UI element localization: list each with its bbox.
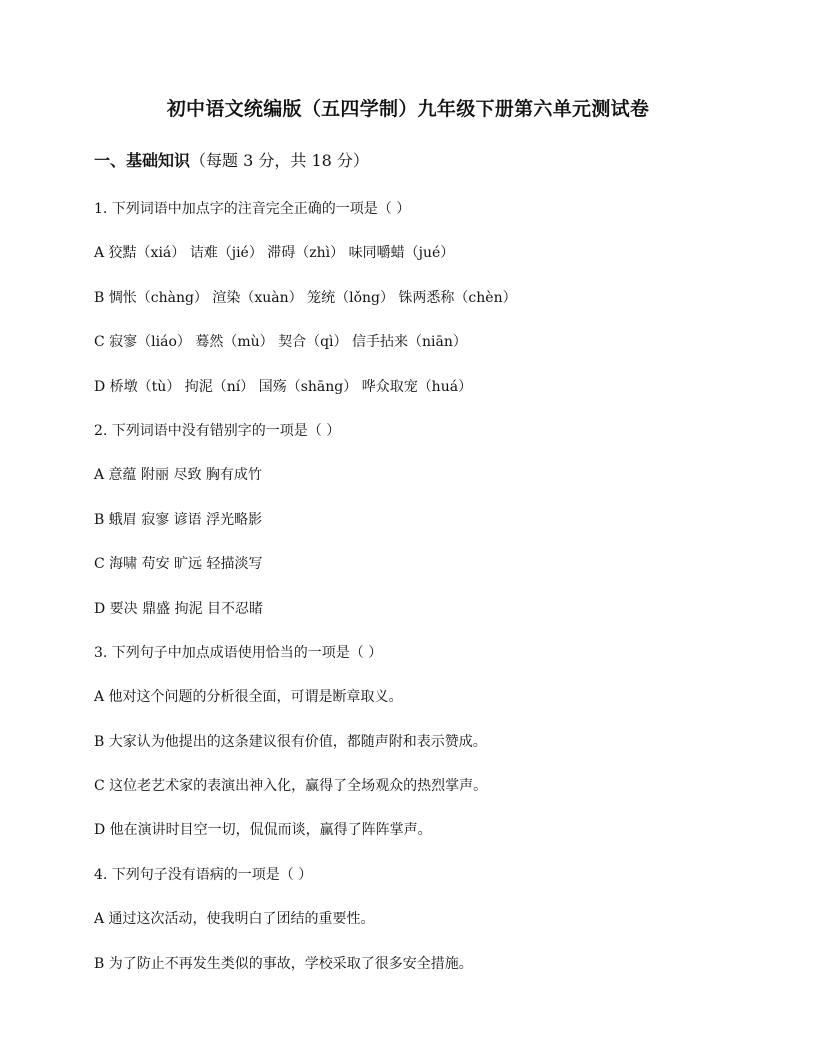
question-list (94, 198, 734, 997)
section-title: 一、基础知识 (94, 151, 191, 170)
section-score-note: （每题 3 分，共 18 分） (190, 151, 369, 170)
question-3-option-b: B 大家认为他提出的这条建议很有价值，都随声附和表示赞成。 (94, 733, 487, 750)
question-1-option-d: D 桥墩（tù） 拘泥（ní） 国殇（shāng） 哗众取宠（huá） (94, 378, 473, 395)
question-1-stem: 1. 下列词语中加点字的注音完全正确的一项是（ ） (94, 201, 411, 217)
question-3-option-c: C 这位老艺术家的表演出神入化，赢得了全场观众的热烈掌声。 (94, 778, 488, 795)
question-1-option-a: A 狡黠（xiá） 诘难（jié） 滞碍（zhì） 味同嚼蜡（jué） (94, 245, 455, 262)
question-2-option-b: B 蛾眉 寂寥 谚语 浮光略影 (94, 511, 263, 528)
question-2-option-c: C 海啸 苟安 旷远 轻描淡写 (94, 556, 263, 573)
question-2-stem: 2. 下列词语中没有错别字的一项是（ ） (94, 422, 341, 439)
question-2-option-d: D 要决 鼎盛 拘泥 目不忍睹 (94, 600, 264, 617)
question-1-option-c: C 寂寥（liáo） 蓦然（mù） 契合（qì） 信手拈来（niān） (94, 334, 467, 351)
question-3-stem: 3. 下列句子中加点成语使用恰当的一项是（ ） (94, 644, 383, 661)
question-2-option-a: A 意蕴 附丽 尽致 胸有成竹 (94, 467, 262, 484)
question-1-option-b: B 惆怅（chàng） 渲染（xuàn） 笼统（lǒng） 铢两悉称（chèn） (94, 289, 517, 306)
page-title: 初中语文统编版（五四学制）九年级下册第六单元测试卷 (166, 98, 650, 120)
section-heading (94, 148, 369, 171)
question-4-stem: 4. 下列句子没有语病的一项是（ ） (94, 866, 313, 883)
question-3-option-d: D 他在演讲时目空一切，侃侃而谈，赢得了阵阵掌声。 (94, 822, 432, 839)
question-3-option-a: A 他对这个问题的分析很全面，可谓是断章取义。 (94, 689, 403, 706)
question-4-option-a: A 通过这次活动，使我明白了团结的重要性。 (94, 911, 375, 928)
question-4-option-b: B 为了防止不再发生类似的事故，学校采取了很多安全措施。 (94, 955, 473, 972)
